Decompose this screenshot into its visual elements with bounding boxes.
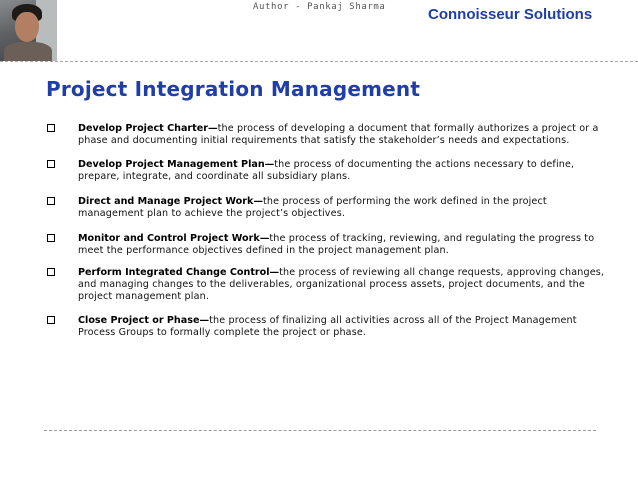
bullet-item	[46, 233, 606, 257]
hollow-square-icon	[47, 268, 55, 276]
bullet-term: Develop Project Charter—	[78, 123, 218, 134]
header-divider	[0, 61, 638, 62]
bullet-item	[46, 159, 606, 183]
hollow-square-icon	[47, 234, 55, 242]
bullet-description: the process of developing a document that formally authorizes a project or a phase and documenting initial requirements that satisfy the stakeholder’s needs and expectations.	[78, 123, 599, 146]
footer-divider	[44, 430, 596, 431]
bullet-description: the process of reviewing all change requests, approving changes, and managing changes to the deliverables, organizational process assets, project documents, and the project management plan.	[78, 267, 605, 302]
brand-logo-text: Connoisseur Solutions	[428, 6, 593, 23]
bullet-term: Monitor and Control Project Work—	[78, 233, 270, 244]
slide-title: Project Integration Management	[46, 77, 421, 101]
bullet-item	[46, 315, 606, 339]
bullet-item	[46, 267, 606, 303]
bullet-description: the process of tracking, reviewing, and regulating the progress to meet the performance objectives defined in the project management plan.	[78, 233, 595, 256]
bullet-term: Direct and Manage Project Work—	[78, 196, 263, 207]
author-credit: Author - Pankaj Sharma	[253, 2, 386, 12]
hollow-square-icon	[47, 124, 55, 132]
bullet-description: the process of documenting the actions necessary to define, prepare, integrate, and coordinate all subsidiary plans.	[78, 159, 575, 182]
bullet-description: the process of performing the work defined in the project management plan to achieve the project’s objectives.	[78, 196, 547, 219]
bullet-description: the process of finalizing all activities across all of the Project Management Process Groups to formally complete the project or phase.	[78, 315, 577, 338]
hollow-square-icon	[47, 197, 55, 205]
bullet-item	[46, 123, 606, 147]
bullet-item	[46, 196, 606, 220]
hollow-square-icon	[47, 316, 55, 324]
bullet-term: Perform Integrated Change Control—	[78, 267, 280, 278]
bullet-term: Close Project or Phase—	[78, 315, 210, 326]
bullet-list	[46, 123, 606, 339]
bullet-term: Develop Project Management Plan—	[78, 159, 275, 170]
photo-shirt	[4, 42, 52, 61]
hollow-square-icon	[47, 160, 55, 168]
author-photo	[0, 0, 57, 61]
photo-face	[15, 12, 39, 42]
